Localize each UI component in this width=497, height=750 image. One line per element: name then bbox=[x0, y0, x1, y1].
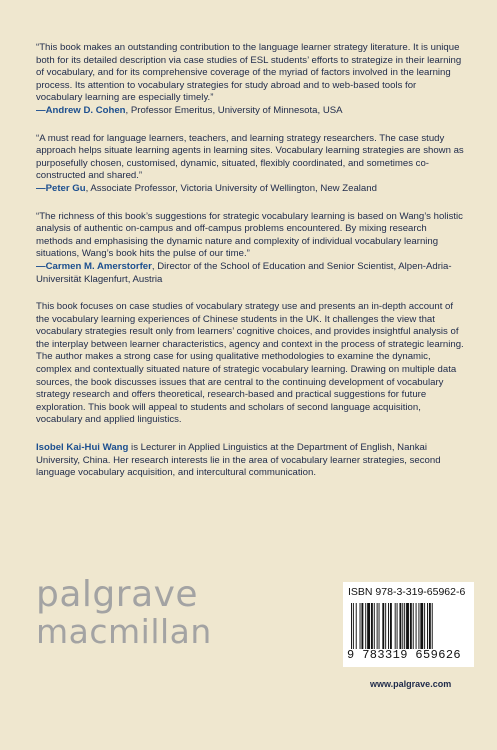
barcode-bar bbox=[360, 603, 361, 649]
barcode-bar bbox=[424, 603, 425, 649]
barcode-bar bbox=[402, 603, 403, 649]
isbn-barcode bbox=[343, 582, 474, 667]
endorsement-attribution bbox=[36, 183, 464, 196]
barcode-digits: 9 783319 659626 bbox=[347, 648, 462, 662]
isbn-label: ISBN 978-3-319-65962-6 bbox=[348, 586, 466, 598]
endorser-name: —Carmen M. Amerstorfer bbox=[36, 260, 152, 272]
barcode-bar bbox=[395, 603, 396, 649]
barcode-bar bbox=[379, 603, 380, 649]
barcode-bar bbox=[413, 603, 414, 649]
publisher-logo-line2: macmillan bbox=[36, 612, 212, 651]
barcode-bar bbox=[432, 603, 433, 649]
barcode-bar bbox=[382, 603, 384, 649]
barcode-bar bbox=[418, 603, 419, 649]
barcode-bar bbox=[361, 603, 363, 649]
barcode-bar bbox=[420, 603, 423, 649]
barcode-bar bbox=[377, 603, 378, 649]
barcode-bar bbox=[416, 603, 417, 649]
endorser-name: —Andrew D. Cohen bbox=[36, 104, 126, 116]
barcode-bar bbox=[367, 603, 370, 649]
barcode-bar bbox=[397, 603, 398, 649]
barcode-bar bbox=[410, 603, 412, 649]
barcode-bars-icon bbox=[351, 603, 466, 649]
endorsement-quote: “This book makes an outstanding contribution to the language learner strategy literature. It is unique both for its detailed description via case studies of ESL students’ efforts to strategize in their learning of vocabulary, and for its comprehensive coverage of the myriad of factors involved in the learning process. Its attention to vocabulary strategies for study abroad and to web-based tools for vocabulary learning are especially timely.” bbox=[36, 42, 462, 104]
endorsement-gu bbox=[36, 133, 464, 196]
publisher-logo-line1: palgrave bbox=[36, 574, 199, 615]
barcode-bar bbox=[390, 603, 392, 649]
barcode-bar bbox=[371, 603, 373, 649]
endorser-name: —Peter Gu bbox=[36, 182, 86, 194]
author-name: Isobel Kai-Hui Wang bbox=[36, 442, 129, 454]
barcode-bar bbox=[406, 603, 409, 649]
barcode-bar bbox=[374, 603, 375, 649]
barcode-bar bbox=[399, 603, 401, 649]
barcode-bar bbox=[353, 603, 354, 649]
endorsement-attribution bbox=[36, 105, 464, 118]
author-bio-text: is Lecturer in Applied Linguistics at the Department of English, Nankai University, China. Her research interests lie in the area of vocabulary learner strategies, second language vocabulary acquisition, and intercultural communication. bbox=[36, 442, 441, 479]
book-description: This book focuses on case studies of vocabulary strategy use and presents an in-depth account of the vocabulary learning experiences of Chinese students in the UK. It challenges the view that vocabulary strategies result only from learners’ cognitive choices, and provides insightful analysis of the interplay between learner characteristics, agency and context in the process of strategic learning. The author makes a strong case for using qualitative methodologies to examine the dynamic, complex and contextually situated nature of strategic vocabulary learning. Drawing on multiple data sources, the book discusses issues that are central to the continuing development of vocabulary strategy research and offers theoretical, research-based and practical suggestions for future exploration. This book will appeal to students and scholars of second language acquisition, vocabulary and applied linguistics. bbox=[36, 301, 464, 426]
barcode-bar bbox=[404, 603, 405, 649]
endorser-affiliation: , Director of the School of Education and Senior Scientist, Alpen-Adria-Universität Klagenfurt, Austria bbox=[36, 260, 452, 285]
barcode-bar bbox=[385, 603, 386, 649]
barcode-bar bbox=[427, 603, 428, 649]
author-bio bbox=[36, 442, 464, 480]
barcode-bar bbox=[351, 603, 352, 649]
endorsement-quote: “The richness of this book’s suggestions for strategic vocabulary learning is based on Wang’s holistic analysis of authentic on-campus and off-campus problems encountered. By mixing research methods and emphasising the dynamic nature and complexity of individual vocabulary learning situations, Wang’s book hits the pulse of our time.” bbox=[36, 210, 463, 260]
endorsement-amerstorfer bbox=[36, 211, 464, 287]
barcode-bar bbox=[365, 603, 366, 649]
endorsement-attribution bbox=[36, 261, 464, 286]
endorsement-cohen bbox=[36, 42, 464, 118]
publisher-logo bbox=[36, 576, 212, 650]
barcode-bar bbox=[429, 603, 431, 649]
publisher-website-link[interactable]: www.palgrave.com bbox=[370, 679, 452, 689]
endorser-affiliation: , Professor Emeritus, University of Minnesota, USA bbox=[125, 104, 343, 116]
endorser-affiliation: , Associate Professor, Victoria University of Wellington, New Zealand bbox=[85, 182, 377, 194]
back-cover-text bbox=[36, 42, 464, 480]
barcode-bar bbox=[356, 603, 357, 649]
barcode-bar bbox=[388, 603, 389, 649]
endorsement-quote: “A must read for language learners, teachers, and learning strategy researchers. The case study approach helps situate learning agents in learning sites. Vocabulary learning strategies are shown as purposefully chosen, customised, dynamic, situated, flexibly coordinated, and sometimes co-constructed and shared.” bbox=[36, 132, 464, 182]
